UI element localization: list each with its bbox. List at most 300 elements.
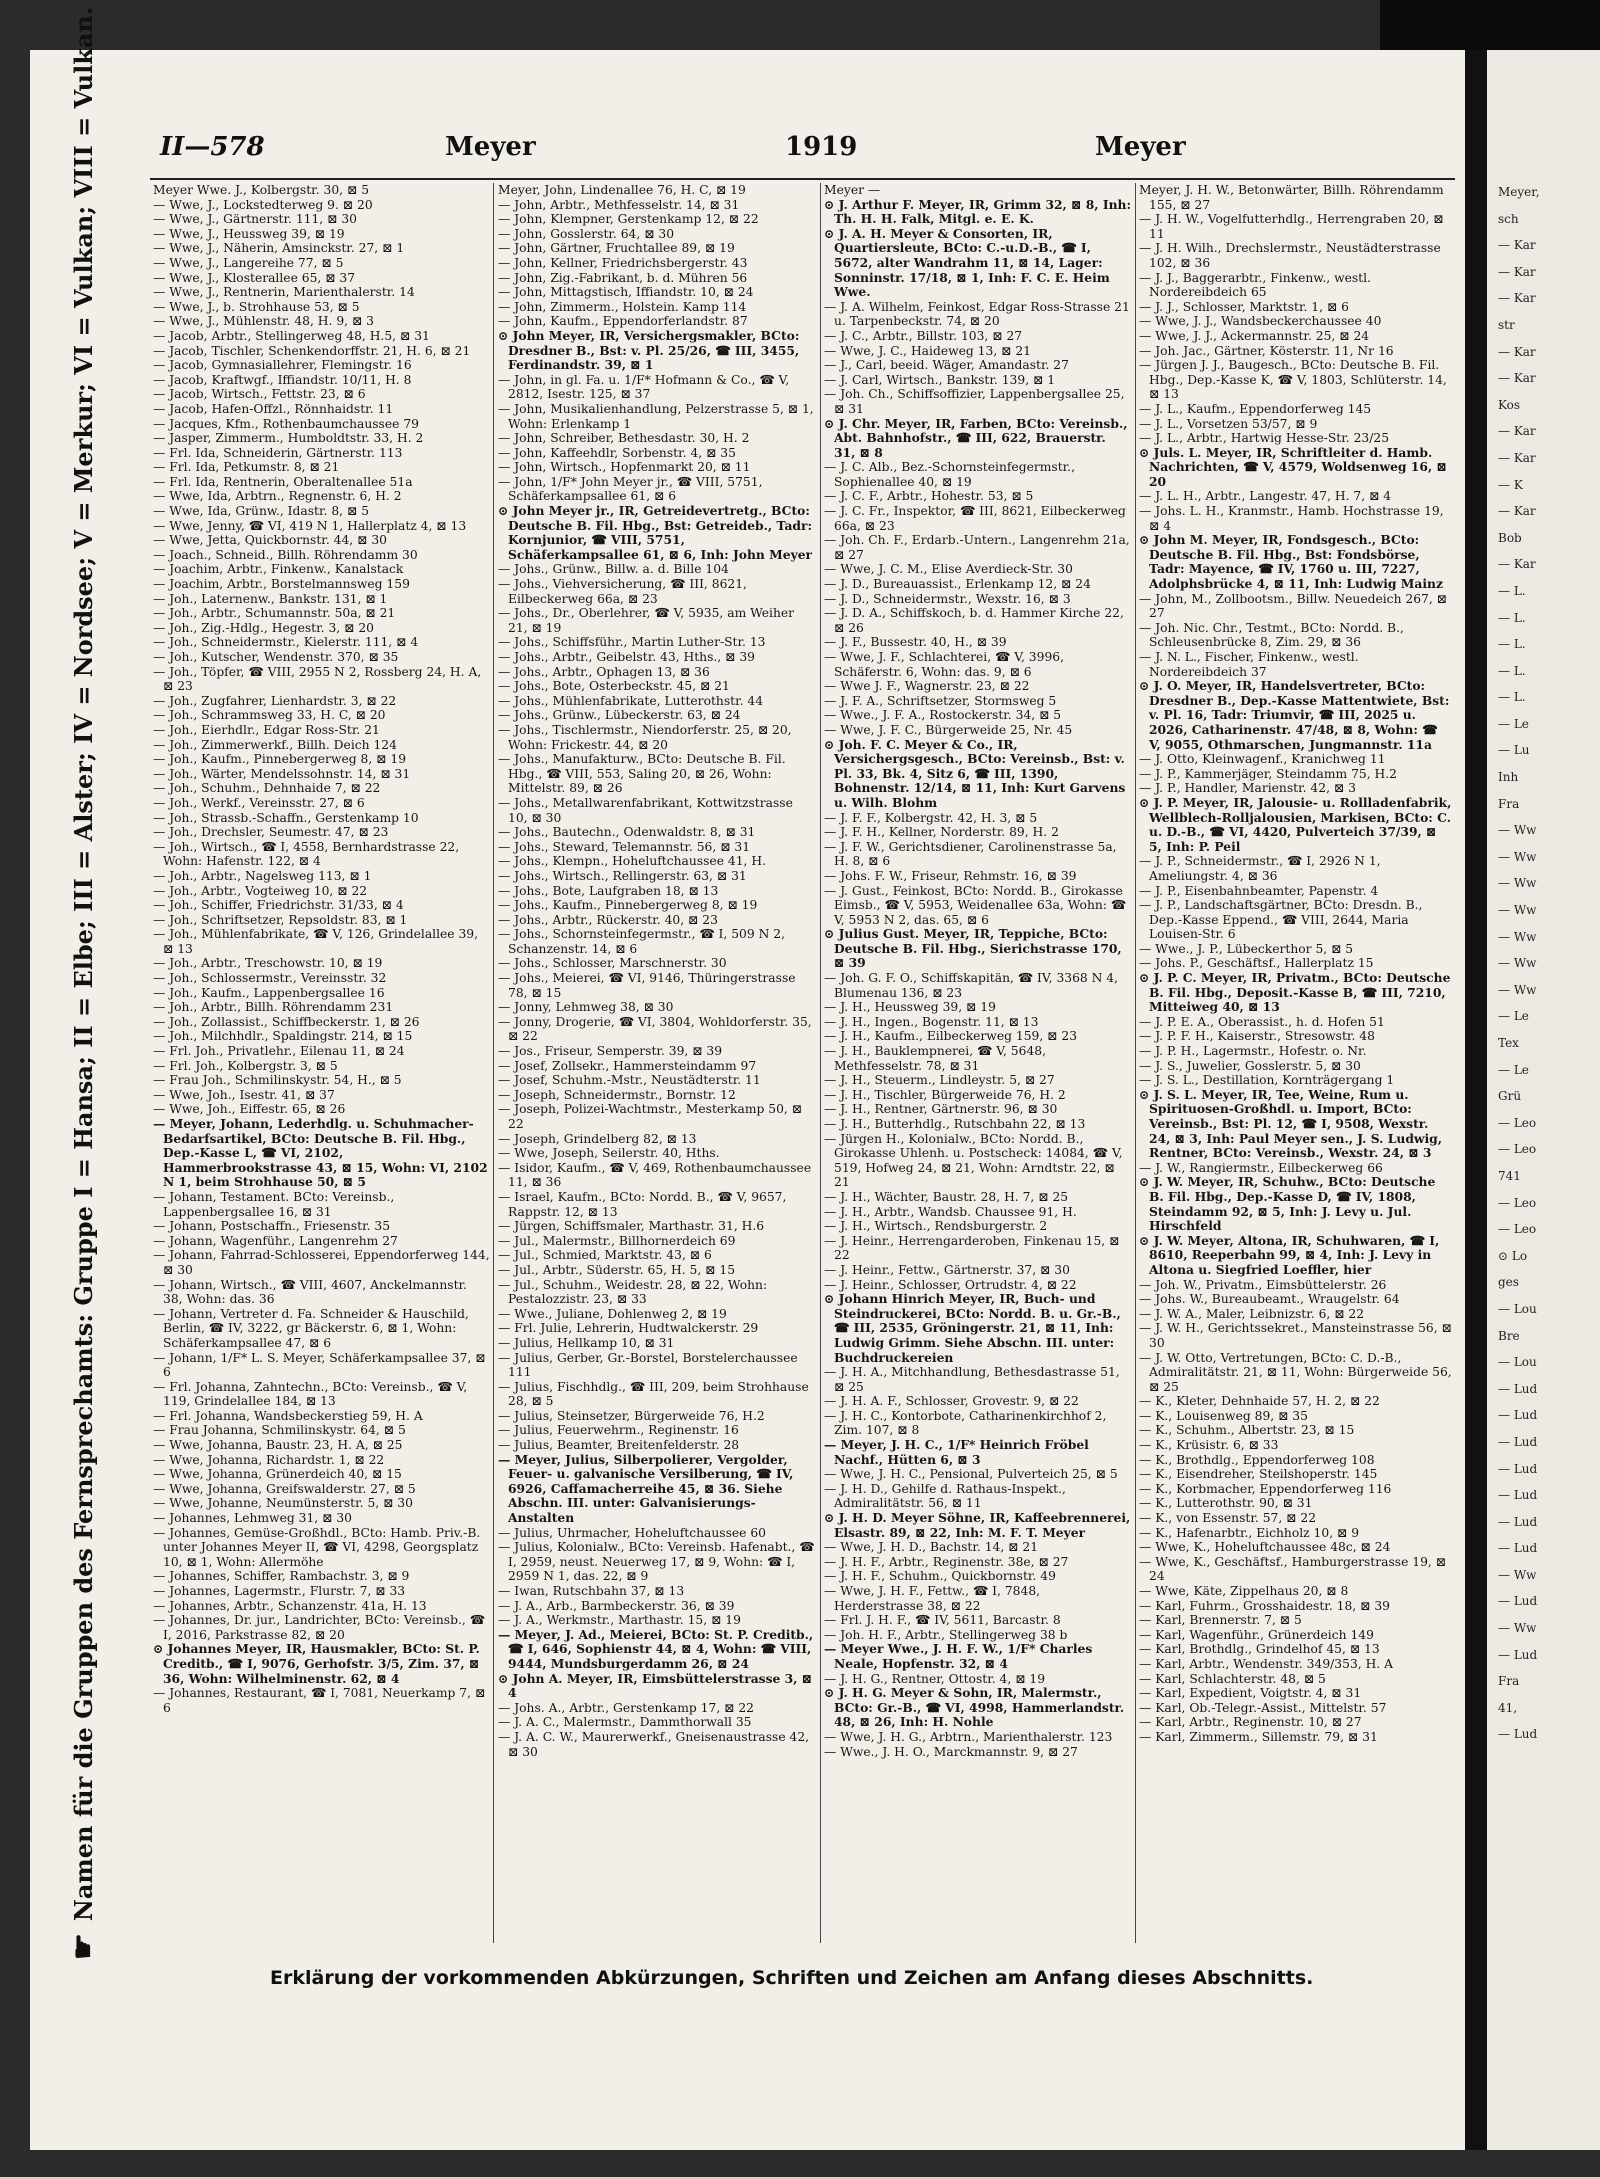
directory-entry: — Jacob, Gymnasiallehrer, Flemingstr. 16: [153, 358, 412, 373]
directory-entry: — Wwe, J. H. F., Fettw., ☎ I, 7848, Herderstrasse 38, ⊠ 22: [824, 1584, 1041, 1613]
adjacent-page-fragment: Grü: [1498, 1089, 1522, 1104]
directory-entry: — Karl, Wagenführ., Grünerdeich 149: [1139, 1627, 1374, 1642]
directory-entry: — Wwe., J. P., Lübeckerthor 5, ⊠ 5: [1139, 941, 1354, 956]
directory-entry: — Jacob, Hafen-Offzl., Rönnhaidstr. 11: [153, 401, 394, 416]
directory-entry: — Wwe, J. C. M., Elise Averdieck-Str. 30: [824, 562, 1073, 577]
adjacent-page-fragment: — Kar: [1498, 371, 1536, 386]
adjacent-page-fragment: — Lud: [1498, 1727, 1538, 1742]
directory-entry: — Joh., Zig.-Hdlg., Hegestr. 3, ⊠ 20: [153, 620, 374, 635]
adjacent-page-fragment: — Lud: [1498, 1461, 1538, 1476]
directory-entry: — Johannes, Arbtr., Schanzenstr. 41a, H. 13: [153, 1598, 427, 1613]
directory-entry: — K., Kleter, Dehnhaide 57, H. 2, ⊠ 22: [1139, 1394, 1380, 1409]
directory-entry: — Wwe, J. H. G., Arbtrn., Marienthalerstr. 123: [824, 1729, 1113, 1744]
directory-entry: — Joh. W., Privatm., Eimsbüttelerstr. 26: [1139, 1277, 1387, 1292]
directory-entry: — Jasper, Zimmerm., Humboldtstr. 33, H. 2: [153, 431, 424, 446]
directory-entry: — Meyer, J. H. C., 1/F* Heinrich Fröbel Nachf., Hütten 6, ⊠ 3: [824, 1437, 1089, 1467]
directory-entry: — Johannes, Gemüse-Großhdl., BCto: Hamb. Priv.-B. unter Johannes Meyer II, ☎ VI, 4298, Georgsplatz 10, ⊠ 1, Wohn: Allermöhe: [153, 1525, 481, 1569]
directory-entry: — Joh., Arbtr., Billh. Röhrendamm 231: [153, 1000, 394, 1015]
directory-entry: — J. D., Bureauassist., Erlenkamp 12, ⊠ 24: [824, 577, 1091, 592]
directory-entry: — Joh. Ch. F., Erdarb.-Untern., Langenrehm 21a, ⊠ 27: [824, 533, 1130, 562]
directory-entry: — Frl. Johanna, Zahntechn., BCto: Vereinsb., ☎ V, 119, Grindelallee 184, ⊠ 13: [153, 1379, 468, 1409]
adjacent-page-fragment: — Lud: [1498, 1381, 1538, 1396]
column-2: [498, 183, 816, 1948]
directory-entry: — Israel, Kaufm., BCto: Nordd. B., ☎ V, 9657, Rappstr. 12, ⊠ 13: [498, 1189, 787, 1219]
directory-entry: — J. H., Arbtr., Wandsb. Chaussee 91, H.: [824, 1204, 1077, 1219]
directory-entry: ⊙ J. Arthur F. Meyer, IR, Grimm 32, ⊠ 8, Inh: Th. H. H. Falk, Mitgl. e. E. K.: [824, 196, 1131, 227]
directory-entry: — Joseph, Polizei-Wachtmstr., Mesterkamp 50, ⊠ 22: [498, 1102, 803, 1131]
directory-entry: — Meyer Wwe., J. H. F. W., 1/F* Charles Neale, Hopfenstr. 32, ⊠ 4: [824, 1641, 1093, 1671]
directory-entry: — Johs. W., Bureaubeamt., Wraugelstr. 64: [1139, 1292, 1400, 1307]
directory-entry: — John, Musikalienhandlung, Pelzerstrasse 5, ⊠ 1, Wohn: Erlenkamp 1: [498, 401, 814, 431]
directory-entry: — J. H., Tischler, Bürgerweide 76, H. 2: [824, 1087, 1066, 1102]
directory-entry: — J. H. Wilh., Drechslermstr., Neustädterstrasse 102, ⊠ 36: [1139, 241, 1441, 270]
adjacent-page-fragment: — Lud: [1498, 1488, 1538, 1503]
directory-entry: — J. N. L., Fischer, Finkenw., westl. Nordereibdeich 37: [1139, 650, 1359, 679]
directory-entry: — J. W. H., Gerichtssekret., Mansteinstrasse 56, ⊠ 30: [1139, 1321, 1452, 1350]
directory-entry: — Karl, Brennerstr. 7, ⊠ 5: [1139, 1613, 1302, 1628]
adjacent-page-fragment: — Lud: [1498, 1514, 1538, 1529]
directory-entry: — Johs., Grünw., Lübeckerstr. 63, ⊠ 24: [498, 708, 741, 723]
side-banner: [58, 6, 108, 1960]
directory-entry: — Johs., Arbtr., Ophagen 13, ⊠ 36: [498, 664, 710, 679]
directory-entry: — Johannes, Dr. jur., Landrichter, BCto: Vereinsb., ☎ I, 2016, Parkstrasse 82, ⊠ 20: [153, 1613, 486, 1642]
directory-entry: — Jul., Schmied, Marktstr. 43, ⊠ 6: [498, 1248, 712, 1263]
directory-entry: — Wwe, J. C., Haideweg 13, ⊠ 21: [824, 343, 1031, 358]
adjacent-page-fragment: — Kar: [1498, 344, 1536, 359]
directory-entry: — J. Heinr., Schlosser, Ortrudstr. 4, ⊠ 22: [824, 1277, 1077, 1292]
adjacent-page-fragment: — K: [1498, 477, 1523, 492]
adjacent-page-fragment: — Lu: [1498, 743, 1530, 758]
directory-entry: — J. C., Arbtr., Billstr. 103, ⊠ 27: [824, 328, 1023, 343]
directory-entry: — Johs., Schornsteinfegermstr., ☎ I, 509 N 2, Schanzenstr. 14, ⊠ 6: [498, 927, 786, 956]
directory-entry: — Johs., Bote, Laufgraben 18, ⊠ 13: [498, 883, 719, 898]
directory-entry: — Johs., Viehversicherung, ☎ III, 8621, Eilbeckerweg 66a, ⊠ 23: [498, 577, 747, 606]
directory-entry: — John, Gosslerstr. 64, ⊠ 30: [498, 226, 675, 241]
directory-entry: — J. S. L., Destillation, Kornträgergang 1: [1139, 1073, 1395, 1088]
adjacent-page-fragment: Kos: [1498, 397, 1521, 412]
adjacent-page-fragment: — Le: [1498, 1009, 1529, 1024]
directory-entry: — Wwe., Juliane, Dohlenweg 2, ⊠ 19: [498, 1306, 727, 1321]
directory-entry: — Jul., Schuhm., Weidestr. 28, ⊠ 22, Wohn: Pestalozzistr. 23, ⊠ 33: [498, 1277, 768, 1307]
adjacent-page-fragment: — Leo: [1498, 1142, 1537, 1157]
directory-entry: — Joh., Schuhm., Dehnhaide 7, ⊠ 22: [153, 781, 381, 796]
column-divider: [493, 183, 494, 1943]
directory-entry: Meyer, J. H. W., Betonwärter, Billh. Röhrendamm 155, ⊠ 27: [1139, 183, 1444, 212]
directory-entry: — J. C. Fr., Inspektor, ☎ III, 8621, Eilbeckerweg 66a, ⊠ 23: [824, 504, 1126, 533]
directory-entry: — J. A., Arb., Barmbeckerstr. 36, ⊠ 39: [498, 1598, 735, 1613]
directory-entry: — Wwe, J., Lockstedterweg 9. ⊠ 20: [153, 197, 373, 212]
directory-entry: — K., Louisenweg 89, ⊠ 35: [1139, 1408, 1308, 1423]
directory-entry: — Johs., Wirtsch., Rellingerstr. 63, ⊠ 31: [498, 868, 747, 883]
directory-entry: — Johs., Metallwarenfabrikant, Kottwitzstrasse 10, ⊠ 30: [498, 795, 793, 825]
directory-entry: — Wwe, Jenny, ☎ VI, 419 N 1, Hallerplatz 4, ⊠ 13: [153, 518, 467, 533]
directory-entry: — Joh., Kutscher, Wendenstr. 370, ⊠ 35: [153, 650, 399, 664]
directory-entry: — J. Carl, Wirtsch., Bankstr. 139, ⊠ 1: [824, 372, 1056, 387]
adjacent-page-fragment: — Lou: [1498, 1301, 1537, 1316]
page-gutter: [1465, 50, 1487, 2150]
directory-entry: — Joh., Arbtr., Nagelsweg 113, ⊠ 1: [153, 868, 372, 883]
adjacent-page-fragment: ges: [1498, 1275, 1519, 1290]
adjacent-page-fragment: — Leo: [1498, 1115, 1537, 1130]
adjacent-page-fragment: — Kar: [1498, 264, 1536, 279]
directory-entry: — J. W., Rangiermstr., Eilbeckerweg 66: [1139, 1160, 1383, 1175]
directory-entry: — Johann, Wirtsch., ☎ VIII, 4607, Anckelmannstr. 38, Wohn: das. 36: [153, 1277, 467, 1307]
directory-entry: — Wwe, Johanna, Richardstr. 1, ⊠ 22: [153, 1452, 385, 1467]
directory-entry: — J. P., Handler, Marienstr. 42, ⊠ 3: [1139, 781, 1356, 796]
directory-entry: — Joh., Eierhdlr., Edgar Ross-Str. 21: [153, 722, 380, 737]
directory-entry: — John, Kellner, Friedrichsbergerstr. 43: [498, 255, 748, 270]
directory-entry: — J. P. F. H., Kaiserstr., Stresowstr. 48: [1139, 1029, 1375, 1044]
directory-entry: ⊙ Joh. F. C. Meyer & Co., IR, Versichergsgesch., BCto: Vereinsb., Bst: v. Pl. 33, Bk. 4, Sitz 6, ☎ III, 1390, Bohnenstr. 12/14, ⊠ 11, Inh: Kurt Garvens u. Wilh. Blohm: [824, 736, 1126, 810]
adjacent-page-fragment: sch: [1498, 211, 1519, 226]
page-header: [160, 132, 1450, 172]
adjacent-page-fragment: — Ww: [1498, 1567, 1537, 1582]
adjacent-page-fragment: Fra: [1498, 796, 1520, 811]
directory-entry: ⊙ J. S. L. Meyer, IR, Tee, Weine, Rum u. Spirituosen-Großhdl. u. Import, BCto: Vereinsb., Bst: Pl. 12, ☎ I, 9508, Wexstr. 24, ⊠ 3, Inh: Paul Meyer sen., J. S. Ludwig, Rentner, BCto: Vereinsb., Wexstr. 24, ⊠ 3: [1139, 1086, 1443, 1161]
header-year: 1919: [785, 132, 858, 162]
directory-entry: — J. D. A., Schiffskoch, b. d. Hammer Kirche 22, ⊠ 26: [824, 606, 1124, 635]
directory-entry: — Johs., Steward, Telemannstr. 56, ⊠ 31: [498, 839, 751, 854]
directory-entry: — Frl. Julie, Lehrerin, Hudtwalckerstr. 29: [498, 1321, 759, 1336]
adjacent-page-fragment: — Lud: [1498, 1541, 1538, 1556]
adjacent-page-fragment: — Lud: [1498, 1408, 1538, 1423]
directory-entry: — Frau Joh., Schmilinskystr. 54, H., ⊠ 5: [153, 1073, 402, 1088]
directory-entry: — Joh., Zugfahrer, Lienhardstr. 3, ⊠ 22: [153, 693, 397, 708]
directory-entry: — J. J., Schlosser, Marktstr. 1, ⊠ 6: [1139, 299, 1349, 314]
adjacent-page-fragment: 41,: [1498, 1700, 1518, 1715]
directory-entry: — Wwe, Joseph, Seilerstr. 40, Hths.: [498, 1146, 720, 1161]
directory-entry: — Johs., Mühlenfabrikate, Lutterothstr. 44: [498, 693, 764, 708]
adjacent-page-fragment: Meyer,: [1498, 185, 1540, 199]
adjacent-page-fragment: — L.: [1498, 583, 1526, 598]
directory-entry: — Jacob, Tischler, Schenkendorffstr. 21, H. 6, ⊠ 21: [153, 343, 471, 358]
directory-entry: — Wwe, Johanna, Greifswalderstr. 27, ⊠ 5: [153, 1481, 416, 1496]
column-1: [153, 183, 490, 1948]
directory-entry: — Wwe, Jetta, Quickbornstr. 44, ⊠ 30: [153, 533, 387, 548]
directory-entry: — Joh., Kaufm., Pinnebergerweg 8, ⊠ 19: [153, 752, 407, 767]
adjacent-page-fragment: — Kar: [1498, 424, 1536, 439]
directory-entry: ⊙ Juls. L. Meyer, IR, Schriftleiter d. Hamb. Nachrichten, ☎ V, 4579, Woldsenweg 16, ⊠ 20: [1139, 444, 1447, 489]
directory-entry: — J. A. C., Malermstr., Dammthorwall 35: [498, 1715, 752, 1730]
directory-entry: — Joach., Schneid., Billh. Röhrendamm 30: [153, 547, 418, 562]
directory-entry: — Jürgen H., Kolonialw., BCto: Nordd. B., Girokasse Uhlenh. u. Postscheck: 14084, ☎ V, 519, Hofweg 24, ⊠ 21, Wohn: Arndtstr. 22, ⊠ 21: [824, 1131, 1123, 1190]
directory-entry: — Joh., Milchhdlr., Spaldingstr. 214, ⊠ 15: [153, 1029, 413, 1044]
directory-entry: — Karl, Schlachterstr. 48, ⊠ 5: [1139, 1671, 1326, 1686]
directory-entry: — Jacques, Kfm., Rothenbaumchaussee 79: [153, 416, 419, 431]
directory-entry: — Johs. A., Arbtr., Gerstenkamp 17, ⊠ 22: [498, 1700, 754, 1715]
directory-entry: — Johs., Grünw., Billw. a. d. Bille 104: [498, 562, 729, 577]
directory-entry: — Johannes, Schiffer, Rambachstr. 3, ⊠ 9: [153, 1569, 410, 1584]
directory-entry: Meyer Wwe. J., Kolbergstr. 30, ⊠ 5: [153, 183, 370, 197]
directory-entry: — J. L., Kaufm., Eppendorferweg 145: [1139, 401, 1372, 416]
footer-note: Erklärung der vorkommenden Abkürzungen, Schriften und Zeichen am Anfang dieses Abschnitts.: [270, 1967, 1314, 1989]
directory-entry: Meyer, John, Lindenallee 76, H. C, ⊠ 19: [498, 183, 746, 197]
directory-entry: — K., Schuhm., Albertstr. 23, ⊠ 15: [1139, 1423, 1355, 1438]
directory-entry: ⊙ J. H. G. Meyer & Sohn, IR, Malermstr., BCto: Gr.-B., ☎ VI, 4998, Hammerlandstr. 48, ⊠ 26, Inh: H. Nohle: [824, 1685, 1125, 1730]
directory-entry: — John, Gärtner, Fruchtallee 89, ⊠ 19: [498, 241, 735, 256]
header-right-name: Meyer: [1095, 132, 1186, 162]
directory-entry: ⊙ J. P. Meyer, IR, Jalousie- u. Rollladenfabrik, Wellblech-Rolljalousien, Markisen, BCto: C. u. D.-B., ☎ VI, 4420, Pulverteich 37/39, ⊠ 5, Inh: P. Peil: [1139, 794, 1452, 854]
directory-entry: — K., Brothdlg., Eppendorferweg 108: [1139, 1452, 1375, 1467]
directory-entry: — Wwe, J. J., Ackermannstr. 25, ⊠ 24: [1139, 328, 1370, 343]
directory-entry: — K., Eisendreher, Steilshoperstr. 145: [1139, 1467, 1378, 1482]
directory-entry: — Joh., Schneidermstr., Kielerstr. 111, ⊠ 4: [153, 635, 419, 650]
directory-entry: — Wwe, K., Hoheluftchaussee 48c, ⊠ 24: [1139, 1540, 1391, 1555]
directory-entry: — Wwe., J. F. A., Rostockerstr. 34, ⊠ 5: [824, 708, 1062, 723]
directory-entry: — John, Mittagstisch, Iffiandstr. 10, ⊠ 24: [498, 285, 754, 300]
adjacent-page-fragment: — Ww: [1498, 956, 1537, 971]
adjacent-page-fragment: — Kar: [1498, 238, 1536, 253]
directory-entry: — J. C. Alb., Bez.-Schornsteinfegermstr., Sophienallee 40, ⊠ 19: [824, 460, 1075, 489]
directory-entry: — John, Kaffeehdlr, Sorbenstr. 4, ⊠ 35: [498, 445, 736, 460]
directory-entry: — Joh., Schrammsweg 33, H. C, ⊠ 20: [153, 708, 386, 723]
adjacent-page-fragment: — L.: [1498, 663, 1526, 678]
directory-entry: — Wwe, Käte, Zippelhaus 20, ⊠ 8: [1139, 1584, 1349, 1598]
directory-entry: — Frl. Ida, Petkumstr. 8, ⊠ 21: [153, 460, 340, 475]
adjacent-page-fragment: — Leo: [1498, 1222, 1537, 1237]
directory-entry: — Johs., Schlosser, Marschnerstr. 30: [498, 956, 727, 971]
directory-entry: — J. J., Baggerarbtr., Finkenw., westl. Nordereibdeich 65: [1139, 270, 1371, 300]
pointing-hand-icon: ☛: [65, 1933, 101, 1960]
directory-entry: — Josef, Schuhm.-Mstr., Neustädterstr. 11: [498, 1073, 761, 1088]
scan-background-top: [1380, 0, 1600, 50]
directory-entry: — Jos., Friseur, Semperstr. 39, ⊠ 39: [498, 1044, 723, 1059]
directory-entry: Meyer —: [824, 183, 881, 197]
directory-entry: — Karl, Ob.-Telegr.-Assist., Mittelstr. 57: [1139, 1700, 1387, 1715]
directory-entry: — Julius, Uhrmacher, Hoheluftchaussee 60: [498, 1525, 767, 1540]
adjacent-page-fragment: — Lud: [1498, 1647, 1538, 1662]
directory-entry: — Wwe, J., Heussweg 39, ⊠ 19: [153, 226, 345, 241]
directory-entry: — J. A. C. W., Maurerwerkf., Gneisenaustrasse 42, ⊠ 30: [498, 1729, 810, 1759]
directory-entry: — J. F., Bussestr. 40, H., ⊠ 39: [824, 635, 1007, 650]
directory-entry: — Joachim, Arbtr., Borstelmannsweg 159: [153, 577, 410, 592]
adjacent-page-fragment: — Lou: [1498, 1355, 1537, 1370]
directory-entry: — Joh., Strassb.-Schaffn., Gerstenkamp 10: [153, 810, 419, 825]
directory-entry: ⊙ Julius Gust. Meyer, IR, Teppiche, BCto: Deutsche B. Fil. Hbg., Sierichstrasse 170, ⊠ 39: [824, 926, 1122, 971]
adjacent-page-fragment: — L.: [1498, 690, 1526, 705]
directory-entry: — Julius, Gerber, Gr.-Borstel, Borstelerchaussee 111: [498, 1350, 798, 1380]
adjacent-page-fragment: — Lud: [1498, 1594, 1538, 1609]
directory-entry: — J. L. H., Arbtr., Langestr. 47, H. 7, ⊠ 4: [1139, 489, 1392, 504]
directory-entry: — Johs., Dr., Oberlehrer, ☎ V, 5935, am Weiher 21, ⊠ 19: [498, 606, 795, 635]
directory-entry: — J. H. A. F., Schlosser, Grovestr. 9, ⊠ 22: [824, 1394, 1079, 1409]
directory-entry: ⊙ J. H. D. Meyer Söhne, IR, Kaffeebrennerei, Elsastr. 89, ⊠ 22, Inh: M. F. T. Meyer: [824, 1510, 1131, 1540]
directory-entry: ⊙ J. Chr. Meyer, IR, Farben, BCto: Vereinsb., Abt. Bahnhofstr., ☎ III, 622, Brauerstr. 31, ⊠ 8: [824, 415, 1128, 460]
directory-entry: — Jürgen, Schiffsmaler, Marthastr. 31, H.6: [498, 1219, 765, 1234]
directory-entry: ⊙ Johannes Meyer, IR, Hausmakler, BCto: St. P. Creditb., ☎ I, 9076, Gerhofstr. 3/5, Zim. 37, ⊠ 36, Wohn: Wilhelminenstr. 62, ⊠ 4: [153, 1641, 480, 1686]
directory-entry: — J. F. F., Kolbergstr. 42, H. 3, ⊠ 5: [824, 810, 1038, 825]
directory-entry: — Jonny, Lehmweg 38, ⊠ 30: [498, 1000, 674, 1015]
directory-entry: — Julius, Steinsetzer, Bürgerweide 76, H.2: [498, 1408, 765, 1423]
directory-entry: — Johs. P., Geschäftsf., Hallerplatz 15: [1139, 956, 1374, 971]
directory-entry: — Jacob, Arbtr., Stellingerweg 48, H.5, ⊠ 31: [153, 328, 430, 343]
directory-entry: — J. W. Otto, Vertretungen, BCto: C. D.-B., Admiralitätstr. 21, ⊠ 11, Wohn: Bürgerweide 56, ⊠ 25: [1139, 1350, 1452, 1394]
directory-entry: — Johannes, Lagermstr., Flurstr. 7, ⊠ 33: [153, 1584, 406, 1598]
directory-entry: — Joh., Schriftsetzer, Repsoldstr. 83, ⊠ 1: [153, 912, 408, 927]
directory-entry: — K., Korbmacher, Eppendorferweg 116: [1139, 1481, 1392, 1496]
directory-entry: — John, 1/F* John Meyer jr., ☎ VIII, 5751, Schäferkampsallee 61, ⊠ 6: [498, 474, 763, 504]
directory-entry: — Johs., Tischlermstr., Niendorferstr. 25, ⊠ 20, Wohn: Frickestr. 44, ⊠ 20: [498, 722, 792, 752]
directory-entry: — Wwe, Ida, Arbtrn., Regnenstr. 6, H. 2: [153, 489, 402, 504]
directory-entry: — Frl. J. H. F., ☎ IV, 5611, Barcastr. 8: [824, 1613, 1061, 1628]
directory-entry: — Frl. Johanna, Wandsbeckerstieg 59, H. A: [153, 1408, 423, 1423]
directory-entry: — Johann, Testament. BCto: Vereinsb., Lappenbergsallee 16, ⊠ 31: [153, 1189, 395, 1219]
directory-entry: — Wwe., J. H. O., Marckmannstr. 9, ⊠ 27: [824, 1744, 1078, 1759]
directory-entry: — Wwe J. F., Wagnerstr. 23, ⊠ 22: [824, 679, 1030, 694]
directory-entry: — Jürgen J. J., Baugesch., BCto: Deutsche B. Fil. Hbg., Dep.-Kasse K, ☎ V, 1803, Schlüterstr. 14, ⊠ 13: [1139, 358, 1447, 402]
directory-entry: — Joh., Schiffer, Friedrichstr. 31/33, ⊠ 4: [153, 898, 404, 913]
directory-entry: — Wwe, J., b. Strohhause 53, ⊠ 5: [153, 299, 360, 314]
adjacent-page-fragment: — Kar: [1498, 557, 1536, 572]
adjacent-page-fragment: — Le: [1498, 1062, 1529, 1077]
adjacent-page-fragment: Fra: [1498, 1674, 1520, 1689]
directory-entry: — Jul., Arbtr., Süderstr. 65, H. 5, ⊠ 15: [498, 1262, 736, 1277]
directory-entry: — J. H. A., Mitchhandlung, Bethesdastrasse 51, ⊠ 25: [824, 1365, 1120, 1394]
directory-entry: — John, Wirtsch., Hopfenmarkt 20, ⊠ 11: [498, 460, 751, 475]
column-divider: [1135, 183, 1136, 1943]
adjacent-page-text: [1498, 185, 1598, 1754]
adjacent-page-fragment: — Ww: [1498, 849, 1537, 864]
adjacent-page-fragment: — Lud: [1498, 1434, 1538, 1449]
adjacent-page-fragment: — Ww: [1498, 876, 1537, 891]
directory-entry: — Wwe, Johanna, Baustr. 23, H. A, ⊠ 25: [153, 1438, 403, 1453]
directory-entry: — Frl. Ida, Schneiderin, Gärtnerstr. 113: [153, 445, 403, 460]
adjacent-page-fragment: — Ww: [1498, 982, 1537, 997]
directory-entry: — J. H., Kaufm., Eilbeckerweg 159, ⊠ 23: [824, 1029, 1078, 1044]
directory-entry: — Jacob, Wirtsch., Fettstr. 23, ⊠ 6: [153, 387, 366, 402]
directory-entry: — J. P., Schneidermstr., ☎ I, 2926 N 1, Ameliungstr. 4, ⊠ 36: [1139, 854, 1381, 883]
directory-entry: — J. H. C., Kontorbote, Catharinenkirchhof 2, Zim. 107, ⊠ 8: [824, 1408, 1107, 1438]
directory-entry: — Joh., Laternenw., Bankstr. 131, ⊠ 1: [153, 591, 388, 606]
directory-entry: — Joh., Zollassist., Schiffbeckerstr. 1, ⊠ 26: [153, 1014, 420, 1029]
directory-entry: ⊙ John A. Meyer, IR, Eimsbüttelerstrasse 3, ⊠ 4: [498, 1670, 813, 1701]
directory-entry: — Josef, Zollsekr., Hammersteindamm 97: [498, 1058, 757, 1073]
directory-entry: — Julius, Beamter, Breitenfelderstr. 28: [498, 1438, 740, 1453]
adjacent-page-fragment: Bre: [1498, 1328, 1520, 1343]
directory-entry: — Joh. G. F. O., Schiffskapitän, ☎ IV, 3368 N 4, Blumenau 136, ⊠ 23: [824, 971, 1119, 1000]
directory-entry: — Johannes, Lehmweg 31, ⊠ 30: [153, 1511, 352, 1526]
directory-entry: — Meyer, Julius, Silberpolierer, Vergolder, Feuer- u. galvanische Versilberung, ☎ IV, 6926, Caffamacherreihe 45, ⊠ 36. Siehe Abschn. III. unter: Galvanisierungs-Anstalten: [498, 1451, 794, 1526]
directory-entry: — K., Krüsistr. 6, ⊠ 33: [1139, 1438, 1279, 1453]
directory-entry: — John, Zig.-Fabrikant, b. d. Mühren 56: [498, 270, 748, 285]
directory-entry: — Johann, 1/F* L. S. Meyer, Schäferkampsallee 37, ⊠ 6: [153, 1350, 486, 1380]
directory-entry: — J. H. D., Gehilfe d. Rathaus-Inspekt., Admiralitätstr. 56, ⊠ 11: [824, 1481, 1066, 1511]
directory-entry: — Karl, Arbtr., Wendenstr. 349/353, H. A: [1139, 1656, 1394, 1671]
directory-entry: — Joh., Schlossermstr., Vereinsstr. 32: [153, 971, 387, 986]
directory-entry: — Julius, Fischhdlg., ☎ III, 209, beim Strohhause 28, ⊠ 5: [498, 1379, 809, 1409]
directory-entry: — J. F. W., Gerichtsdiener, Carolinenstrasse 5a, H. 8, ⊠ 6: [824, 839, 1117, 869]
directory-entry: — Karl, Brothdlg., Grindelhof 45, ⊠ 13: [1139, 1642, 1380, 1657]
header-left-name: Meyer: [445, 132, 536, 162]
directory-entry: — J. Heinr., Fettw., Gärtnerstr. 37, ⊠ 30: [824, 1262, 1070, 1277]
directory-entry: — J. L., Vorsetzen 53/57, ⊠ 9: [1139, 416, 1318, 431]
directory-entry: — J. F. A., Schriftsetzer, Stormsweg 5: [824, 693, 1057, 708]
directory-entry: — John, Zimmerm., Holstein. Kamp 114: [498, 299, 747, 314]
adjacent-page-fragment: — Ww: [1498, 1621, 1537, 1636]
side-banner-text: Namen für die Gruppen des Fernsprechamts: Gruppe I = Hansa; II = Elbe; III = Alster; IV = Nordsee; V = Merkur; VI = Vulkan; VIII = Vulkan.: [68, 6, 98, 1922]
adjacent-page-fragment: — L.: [1498, 610, 1526, 625]
directory-entry: — Joh., Kaufm., Lappenbergsallee 16: [153, 985, 385, 1000]
directory-entry: — J. H., Wirtsch., Rendsburgerstr. 2: [824, 1219, 1048, 1234]
directory-entry: — Johann, Wagenführ., Langenrehm 27: [153, 1233, 398, 1248]
directory-entry: — Wwe, J. F., Schlachterei, ☎ V, 3996, Schäferstr. 6, Wohn: das. 9, ⊠ 6: [824, 650, 1065, 679]
directory-entry: — Jul., Malermstr., Billhornerdeich 69: [498, 1233, 736, 1248]
directory-entry: — J. W. A., Maler, Leibnizstr. 6, ⊠ 22: [1139, 1306, 1365, 1321]
directory-entry: — Johs., Arbtr., Rückerstr. 40, ⊠ 23: [498, 912, 718, 927]
directory-entry: — Joh., Mühlenfabrikate, ☎ V, 126, Grindelallee 39, ⊠ 13: [153, 927, 479, 956]
directory-entry: — Wwe, J. H. C., Pensional, Pulverteich 25, ⊠ 5: [824, 1467, 1118, 1482]
directory-entry: — J. H., Bauklempnerei, ☎ V, 5648, Methfesselstr. 78, ⊠ 31: [824, 1044, 1047, 1073]
directory-entry: — Johannes, Restaurant, ☎ I, 7081, Neuerkamp 7, ⊠ 6: [153, 1686, 486, 1715]
directory-entry: — J. H., Ingen., Bogenstr. 11, ⊠ 13: [824, 1014, 1039, 1029]
directory-entry: — Johann, Fahrrad-Schlosserei, Eppendorferweg 144, ⊠ 30: [153, 1248, 490, 1277]
directory-entry: — Johs., Bautechn., Odenwaldstr. 8, ⊠ 31: [498, 825, 756, 840]
directory-entry: — Wwe, Joh., Eiffestr. 65, ⊠ 26: [153, 1102, 346, 1117]
directory-entry: — J. H. F., Schuhm., Quickbornstr. 49: [824, 1569, 1056, 1584]
adjacent-page-fragment: — Kar: [1498, 504, 1536, 519]
directory-entry: — J. H., Wächter, Baustr. 28, H. 7, ⊠ 25: [824, 1189, 1069, 1204]
directory-entry: — J., Carl, beeid. Wäger, Amandastr. 27: [824, 358, 1069, 373]
column-4: [1139, 183, 1453, 1948]
directory-entry: — Johs., Manufakturw., BCto: Deutsche B. Fil. Hbg., ☎ VIII, 553, Saling 20, ⊠ 26, Wohn: Mittelstr. 89, ⊠ 26: [498, 752, 786, 796]
directory-entry: — Isidor, Kaufm., ☎ V, 469, Rothenbaumchaussee 11, ⊠ 36: [498, 1160, 812, 1190]
directory-entry: — Wwe, Johanna, Grünerdeich 40, ⊠ 15: [153, 1467, 402, 1482]
directory-entry: — Johs., Arbtr., Geibelstr. 43, Hths., ⊠ 39: [498, 650, 755, 664]
directory-entry: — Wwe, J. F. C., Bürgerweide 25, Nr. 45: [824, 722, 1073, 737]
directory-entry: — Wwe, Joh., Isestr. 41, ⊠ 37: [153, 1087, 335, 1102]
directory-entry: — J. H. F., Arbtr., Reginenstr. 38e, ⊠ 27: [824, 1554, 1069, 1569]
directory-entry: — Joh., Drechsler, Seumestr. 47, ⊠ 23: [153, 825, 389, 840]
directory-entry: — Joh. H. F., Arbtr., Stellingerweg 38 b: [824, 1627, 1068, 1642]
directory-entry: — Johs., Klempn., Hoheluftchaussee 41, H.: [498, 854, 766, 869]
directory-entry: ⊙ J. O. Meyer, IR, Handelsvertreter, BCto: Dresdner B., Dep.-Kasse Mattentwiete, Bst: v. Pl. 16, Tadr: Triumvir, ☎ III, 2025 u. 2026, Catharinenstr. 47/48, ⊠ 8, Wohn: ☎ V, 9055, Othmarschen, Jungmannstr. 11a: [1139, 678, 1450, 752]
directory-entry: — Johs., Meierei, ☎ VI, 9146, Thüringerstrasse 78, ⊠ 15: [498, 971, 796, 1000]
directory-entry: — Johs. F. W., Friseur, Rehmstr. 16, ⊠ 39: [824, 868, 1077, 883]
directory-entry: ⊙ J. A. H. Meyer & Consorten, IR, Quartiersleute, BCto: C.-u.D.-B., ☎ I, 5672, alter Wandrahm 11, ⊠ 14, Lager: Sonninstr. 17/18, ⊠ 1, Inh: F. C. E. Heim Wwe.: [824, 225, 1110, 300]
directory-entry: — J. Heinr., Herrengarderoben, Finkenau 15, ⊠ 22: [824, 1233, 1120, 1263]
directory-entry: — Johann, Postschaffn., Friesenstr. 35: [153, 1219, 391, 1234]
directory-entry: — Joh. Jac., Gärtner, Kösterstr. 11, Nr 16: [1139, 343, 1394, 358]
directory-entry: — J. A., Werkmstr., Marthastr. 15, ⊠ 19: [498, 1613, 741, 1628]
directory-entry: — John, Kaufm., Eppendorferlandstr. 87: [498, 314, 748, 329]
directory-entry: — J. H., Heussweg 39, ⊠ 19: [824, 1000, 996, 1015]
directory-entry: — J. P. E. A., Oberassist., h. d. Hofen 51: [1139, 1014, 1385, 1029]
adjacent-page-fragment: 741: [1498, 1168, 1521, 1183]
directory-entry: — J. H. G., Rentner, Ottostr. 4, ⊠ 19: [824, 1671, 1046, 1686]
directory-entry: — Wwe, J., Mühlenstr. 48, H. 9, ⊠ 3: [153, 314, 375, 329]
column-3: [824, 183, 1131, 1948]
directory-entry: — Jonny, Drogerie, ☎ VI, 3804, Wohldorferstr. 35, ⊠ 22: [498, 1014, 812, 1044]
directory-entry: — Joh., Arbtr., Treschowstr. 10, ⊠ 19: [153, 956, 383, 971]
adjacent-page-fragment: ⊙ Lo: [1498, 1248, 1528, 1263]
directory-entry: — Julius, Kolonialw., BCto: Vereinsb. Hafenabt., ☎ I, 2959, neust. Neuerweg 17, ⊠ 9, Wohn: ☎ I, 2959 N 1, das. 22, ⊠ 9: [498, 1540, 815, 1584]
directory-entry: ⊙ J. P. C. Meyer, IR, Privatm., BCto: Deutsche B. Fil. Hbg., Deposit.-Kasse B, ☎ III, 7210, Mitteiweg 40, ⊠ 13: [1139, 970, 1451, 1015]
directory-entry: — J. C. F., Arbtr., Hohestr. 53, ⊠ 5: [824, 489, 1034, 504]
directory-entry: — John, Arbtr., Methfesselstr. 14, ⊠ 31: [498, 197, 740, 212]
directory-entry: — J. P., Landschaftsgärtner, BCto: Dresdn. B., Dep.-Kasse Eppend., ☎ VIII, 2644, Maria Louisen-Str. 6: [1139, 898, 1423, 942]
directory-entry: — Karl, Expedient, Voigtstr. 4, ⊠ 31: [1139, 1686, 1362, 1701]
directory-entry: — J. Gust., Feinkost, BCto: Nordd. B., Girokasse Eimsb., ☎ V, 5953, Weidenallee 63a, Wohn: ☎ V, 5953 N 2, das. 65, ⊠ 6: [824, 883, 1127, 927]
adjacent-page-fragment: — Ww: [1498, 823, 1537, 838]
directory-entry: ⊙ John M. Meyer, IR, Fondsgesch., BCto: Deutsche B. Fil. Hbg., Bst: Fondsbörse, Tadr: Mayence, ☎ IV, 1760 u. III, 7227, Adolphsbrücke 4, ⊠ 11, Inh: Ludwig Mainz: [1139, 532, 1443, 592]
directory-entry: — Frau Johanna, Schmilinskystr. 64, ⊠ 5: [153, 1423, 406, 1438]
adjacent-page-fragment: — Ww: [1498, 903, 1537, 918]
directory-entry: — Joh., Werkf., Vereinsstr. 27, ⊠ 6: [153, 795, 365, 810]
directory-entry: — K., Lutterothstr. 90, ⊠ 31: [1139, 1496, 1313, 1511]
directory-entry: — J. H., Steuerm., Lindleystr. 5, ⊠ 27: [824, 1073, 1055, 1088]
directory-entry: — J. S., Juwelier, Gosslerstr. 5, ⊠ 30: [1139, 1058, 1361, 1073]
directory-entry: — J. P., Kammerjäger, Steindamm 75, H.2: [1139, 766, 1397, 781]
